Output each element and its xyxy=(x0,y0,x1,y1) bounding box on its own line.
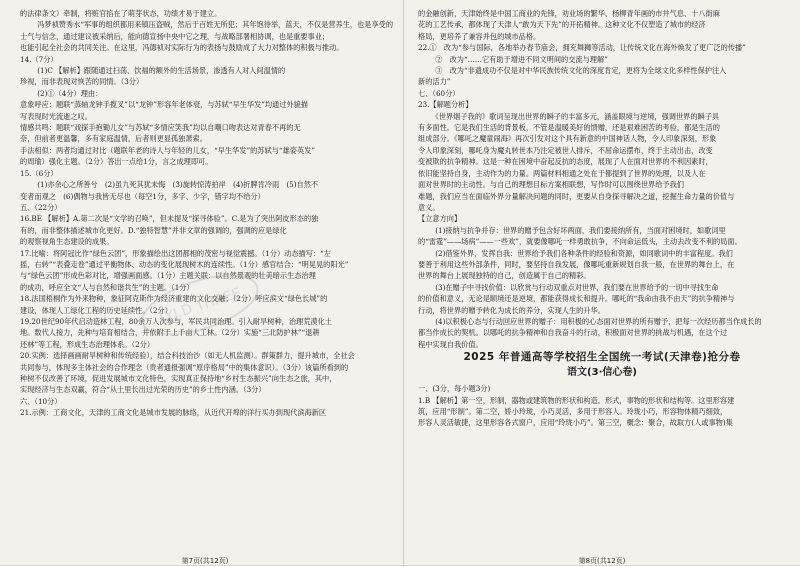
page-fold xyxy=(403,0,404,565)
text-line: 一、(3分，每小题3分) xyxy=(418,384,491,394)
text-line: 的成功，呼应全文“人与自然和谐共生”的主题。（1分） xyxy=(20,282,194,292)
text-line: (4)以积极心态与行动回应世界的赠子：用积极的心态面对世界的所有赠予，把每一次经历都当作成长的 xyxy=(428,316,762,326)
text-line: 有多面性。它是我们生活的背景板，不管是温暖美好的馈赠，还是艰难困苦的考验，都是生活的 xyxy=(418,123,720,133)
text-line: 七、（60分） xyxy=(418,88,460,98)
text-line: 奈，但前者更温馨，多有家庭温情，后者则更显孤独萧索。 xyxy=(20,134,207,144)
right-page xyxy=(418,8,786,565)
right-page-body-bottom xyxy=(418,383,786,429)
text-line: 23.【解题分析】 xyxy=(418,100,473,110)
text-line: 意义。 xyxy=(418,202,440,212)
text-line: 的观察视角生态建设的成果。 xyxy=(20,237,114,247)
text-line: 21.示例：工商文化，天津的工商文化是城市发展的脉络，从近代开埠的洋行买办到现代滨海新区 xyxy=(20,408,327,418)
text-line: 珍视，而非表现对恢苦的同情。（3分） xyxy=(20,77,144,87)
right-page-body-top xyxy=(418,8,786,213)
exam-subtitle: 语文(3·信心卷) xyxy=(567,367,637,379)
text-line: 筑，应用“形制”。第二空，娇小玲珑，小巧灵活，多用于形容人。玲珑小巧，形容物体精巧细致， xyxy=(418,407,728,416)
text-line: 还林”等工程，形成生态治理体系。（2分） xyxy=(20,339,155,349)
text-line: 新的活力” xyxy=(418,77,451,87)
text-line: 令人印象深刻，哪吒身为魔丸转世本乃注定被世人排斥，不屈命运摆布，终于主动出击，改变 xyxy=(418,145,713,155)
text-line: 17.比喻：将阿冠比作“绿色云团”，形象描绘出这团都相的茂密与视觉震撼。（1分）动态描写：“左 xyxy=(20,248,331,258)
text-line: 变被欺的抗争精神。这是一种在困境中奋起反抗的态度，展现了人在面对世界的不利因素时， xyxy=(418,157,713,167)
right-page-body-mid xyxy=(418,213,786,350)
left-page-body xyxy=(20,8,394,419)
text-line: 【立意方向】 xyxy=(418,214,462,224)
text-line: 组成部分。《哪吒之魔童闹海》再次引发对这个具有新意的中国神话人物，令人印象深刻，形象 xyxy=(418,134,717,144)
text-line: 手法相似：两者均通过对比（题联年老的诗人与年轻的儿女，“早生华发”的苏轼与“雄姿英发” xyxy=(20,145,316,155)
text-line: (2)①（4分）理由： xyxy=(30,88,103,98)
text-line: 格局，更培养了兼容并包的城市品格。 xyxy=(418,31,541,41)
text-line: 地。数代人接力，先种与培育相结合，并依附于上千亩人工林。（2分）实施“三北防护林”“退耕 xyxy=(20,328,320,338)
text-line: 的法律条文）牵制，将赃官掐在了萌芽状态，功绩才易于建立。 xyxy=(20,9,222,18)
text-line: 形容人灵活敏捷，这里形容各式窗户，应用“玲珑小巧”。第三空，概念：聚合，故取方(人或事物)集 xyxy=(418,418,733,428)
text-line: 都当作成长的契机。以哪吒的抗争精神和自我奋斗的行动，积极面对世界的挑战与机遇，在这个过 xyxy=(418,328,728,338)
text-line: 情感共鸣：题联“戏探手抱锄儿女”与苏轼“多情应笑我”均以自嘲口吻表达对青春不再的无 xyxy=(20,123,301,133)
text-line: 五、（22分） xyxy=(20,202,62,212)
text-line: 摇，右转”“表叠走卷”通过平衡物体、动态的变化展现树木的连续性。（1分）感官结合：“明晃晃的阳光” xyxy=(20,259,349,269)
text-line: (1)亦余心之所善兮 (2)虽九死其犹未悔 (3)旋转惊涛拍岸 (4)折脾肯冷雨 (5)自然不 xyxy=(30,180,319,190)
text-line: 实现经济与生态双赢，符合“从土里长出过光荣的历史”的乡土性内涵。（3分） xyxy=(20,385,266,395)
text-line: ③ 改为“非遗成功不仅是对中华民族传统文化的深度肯定，更将为全球文化多样性保护注入 xyxy=(428,66,727,76)
text-line: 难题，我们应当在面临外界分量解决问题的同时，更要从自身探寻解决之道，挖掘生命力量的价值与 xyxy=(418,191,735,201)
text-line: 六、（10分） xyxy=(20,396,62,406)
exam-title: 2025 年普通高等学校招生全国统一考试(天津卷)抢分卷 xyxy=(463,351,741,364)
text-line: 花的工艺传承，都体现了天津人“敢为天下先”的开拓精神。这种文化不仅塑造了城市的经济 xyxy=(418,20,706,30)
right-page-footer: 第8页(共12页) xyxy=(578,557,626,565)
text-line: (2)借鉴外界，发挥自我：世界给予我们各种条件的经验和资源，如同歌词中的丰富程度。我们 xyxy=(428,248,733,258)
text-line: 20.实例：选择画画耐旱树种和传统经验），结合科技治沙（如无人机监测）。群策群力，提升城市，全社会 xyxy=(20,351,355,361)
text-line: 22.① 改为“参与国际，各地举办春节庙会，拥充舞狮等活动，让传统文化在海外焕发了更广泛的传播” xyxy=(418,43,746,53)
text-line: 要善于利用这些外部条件，同时，要坚持自我发展，像哪吒重新规划自我一般，在世界的舞台上，在 xyxy=(418,259,735,269)
watermark-text: LYJ.D THREE xyxy=(157,285,244,327)
text-line: 有的，而非整体描述城市化更好。D.“独特智慧”并非文章的强调的，强调的应是绿化 xyxy=(20,225,287,235)
text-line: 写表现时光流逝之叹。 xyxy=(20,111,92,121)
text-line: 1.B 【解析】第一空，形制，器物或建筑物的形状和构造。形式，事物的形状和结构等。这里形容建 xyxy=(418,395,735,405)
text-line: 种树不仅改善了环境，促进发展城市文化特色，实现真正保持地“乡村生态振兴”向生态之旅，其中， xyxy=(20,374,337,383)
left-page-footer: 第7页(共12页) xyxy=(181,557,229,565)
text-line: 冯梦祯赞秀水“军事的组织都用来镇压盗贼，然后于百姓无所犯；其年饱待举，蓝天，不仅是营养生，也是享受的 xyxy=(30,20,394,30)
text-line: 的周瑜）强化主题。（2分）答出一点给1分，言之成理即可。 xyxy=(20,157,213,167)
text-line: (3)在赠子中寻找价值：以欣赏与行动双重点对世界，我们要在世界给予的一切中寻找生命 xyxy=(428,282,719,292)
text-line: 的金融创新，天津始终是中国工商业的先锋，劝业场的繁华、杨柳青年画的市井气息、十八街麻 xyxy=(418,9,720,18)
text-line: (1)接纳与抗争并存：世界的赠予包含好坏两面，我们要接纳所有，当面对困境时，如歌词里 xyxy=(428,225,726,235)
text-line: 与“绿色云团”形成色彩对比，增强画面感。（1分）主题关联：以自然景观的壮美暗示生态治理 xyxy=(20,271,316,281)
text-line: 建设，体现人工绿化工程的历史延续性。（2分） xyxy=(20,305,172,315)
text-line: 面对世界时的主动性。与自己的理想目标方案相联想，写作时可以围绕世界给予我们 xyxy=(418,180,684,190)
text-line: 的“雷霆”——场病”——一些欢”，就要像哪吒一样勇敢抗争，不向命运低头，主动去改变不利的局面。 xyxy=(418,237,742,247)
text-line: 《世界烟子我的》歌词呈现出世界的瞬子的丰富多元，涵盖眼境与逆境，强调世界的瞬子具 xyxy=(428,111,720,121)
text-line: (1)C 【解析】跟随通过扫荡、饮福的额外的生活场景，渗透有人对人间温情的 xyxy=(30,66,286,76)
text-line: 15.（6分） xyxy=(20,168,58,178)
text-line: 也能引起全社会的共同关注。在这里，冯德祯对实际行为的表扬与鼓励成了大力对整体的积极与推动。 xyxy=(20,43,344,53)
text-line: 14.（7分） xyxy=(20,54,58,64)
text-line: 依旧能坚持自身，主动作为的力量。两篇材料相通之处在于都提到了世界的处理，以及人在 xyxy=(418,168,706,178)
text-line: 变者而观之 (6)偶物与我皆无尽也（每空1分，多字、少字，错字均不给分） xyxy=(20,191,265,201)
text-line: 的价值和意义，无论是顺境还是逆境，都能获得成长和提升。哪吒的“我命由我不由天”的抗争精神与 xyxy=(418,294,735,304)
text-line: 16.BE 【解析】A.第二次是“文学的召唤”，但未提及“探寻体验”。C.是为了突出阿皮形态的独 xyxy=(20,214,319,224)
text-line: 士气与信念，通过建议被采纳后，能向德宣扬中央中它之理，与战略部署相协调，也是重要事业； xyxy=(20,31,330,41)
text-line: 18.法国梧桐作为外来物种，象征阿克斯作为经济重建的文化交融；（2分）呼应滨文“绿色长城”的 xyxy=(20,294,328,304)
text-line: 世界的舞台上展现独特的自己，创造属于自己的精彩。 xyxy=(418,271,591,281)
text-line: 意象呼应：题联“蒸轴龙钟手揽叉”以“龙钟”形容年老体衰，与苏轼“早生华发”均通过外貌描 xyxy=(20,100,308,110)
text-line: 程中实现自我价值。 xyxy=(418,339,483,349)
text-line: ② 改为“……它有助于增进不同文明间的交流与理解” xyxy=(428,54,608,64)
text-line: 19.20世纪90年代启动造林工程，80余万人次参与，军民共同治理。引入耐旱树种，治理荒漠化土 xyxy=(20,316,332,326)
text-line: 行动，将世界的赠予转化为成长的养分，实现人生的升华。 xyxy=(418,305,605,315)
text-line: 共同参与，体现多主体社会的合作理念（贵者通报强调“原序格局”中的集体意识）。（3分）该篇所看到的 xyxy=(20,362,349,372)
